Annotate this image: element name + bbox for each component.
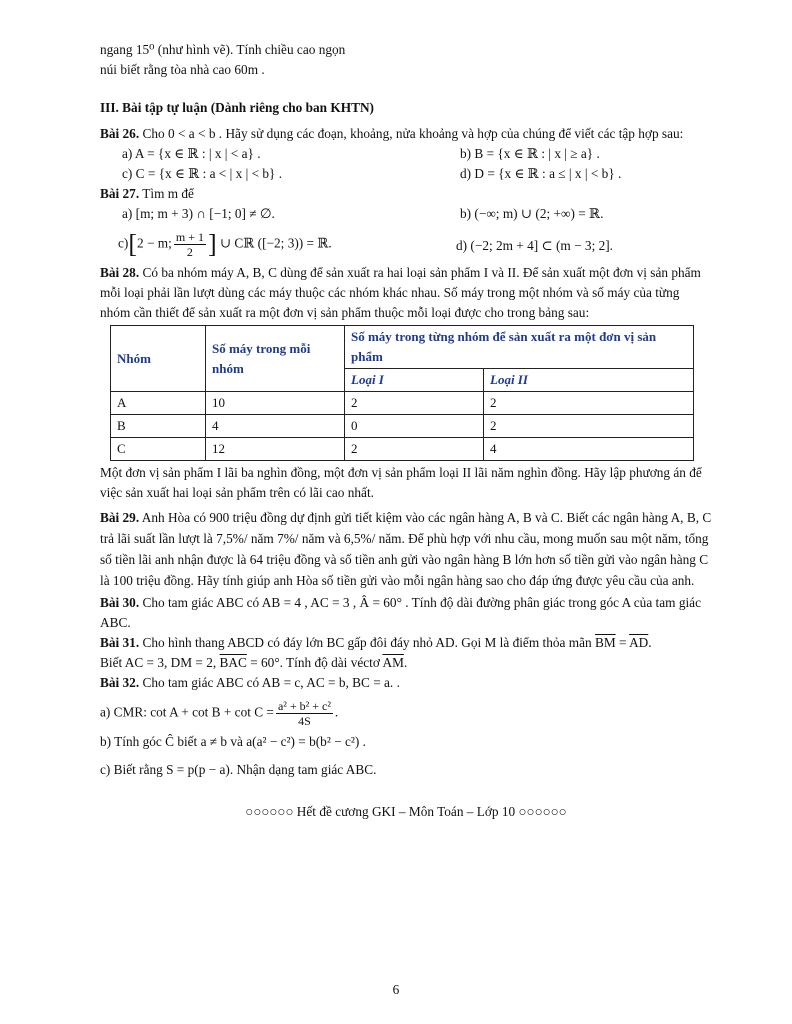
document-footer: ○○○○○○ Hết đề cương GKI – Môn Toán – Lớp 10 ○○○○○○ — [245, 804, 567, 819]
problem-26-c: c) C = {x ∈ ℝ : a < | x | < b} . — [122, 166, 283, 181]
problem-28-after: Một đơn vị sản phẩm I lãi ba nghìn đồng, một đơn vị sản phẩm loại II lãi năm nghìn đồng. Hãy lập phương án để việc sản xuất hai loại sản phẩm trên có lãi cao nhất. — [100, 465, 702, 500]
table-header-type-2: Loại II — [484, 369, 694, 392]
angle-bac: $\overline{BAC}$ — [219, 655, 247, 670]
problem-27-row-1 — [100, 204, 712, 224]
problem-31-label: Bài 31. — [100, 635, 140, 650]
section-title: III. Bài tập tự luận (Dành riêng cho ban KHTN) — [100, 100, 374, 115]
problem-28-label: Bài 28. — [100, 265, 140, 280]
problem-29-label: Bài 29. — [100, 510, 140, 525]
table-cell: 12 — [206, 438, 345, 461]
page-number: 6 — [392, 982, 400, 997]
problem-26-row-1 — [100, 144, 712, 164]
problem-30 — [100, 593, 712, 633]
problem-31-text-1: Cho hình thang ABCD có đáy lớn BC gấp đôi đáy nhỏ AD. Gọi M là điểm thỏa mãn — [139, 635, 595, 650]
table-cell: 10 — [206, 392, 345, 415]
problem-27-text: Tìm m để — [139, 186, 194, 201]
problem-27-row-2 — [100, 230, 712, 259]
table-cell: 2 — [484, 392, 694, 415]
problem-27-c-denominator: 2 — [186, 245, 193, 259]
table-header-row-1 — [111, 326, 694, 369]
problem-32-text: Cho tam giác ABC có AB = c, AC = b, BC = a. . — [139, 675, 400, 690]
problem-30-text: Cho tam giác ABC có AB = 4 , AC = 3 , Â = 60° . Tính độ dài đường phân giác trong góc A của tam giác ABC. — [100, 595, 701, 630]
intro-line-2: núi biết rằng tòa nhà cao 60m . — [100, 62, 265, 77]
problem-27-c-prefix: c) — [118, 235, 129, 251]
problem-32-c: c) Biết rằng S = p(p − a). Nhận dạng tam giác ABC. — [100, 762, 377, 777]
problem-26-b: b) B = {x ∈ ℝ : | x | ≥ a} . — [460, 146, 600, 161]
table-cell: C — [111, 438, 206, 461]
intro-line-1: ngang 15⁰ (như hình vẽ). Tính chiều cao ngọn — [100, 42, 346, 57]
problem-26-text: Cho 0 < a < b . Hãy sử dụng các đoạn, khoảng, nửa khoảng và hợp của chúng để viết các tập hợp sau: — [139, 126, 684, 141]
problem-26-row-2 — [100, 164, 712, 184]
problem-27-c-fraction — [174, 230, 206, 259]
table-header-need: Số máy trong từng nhóm để sản xuất ra một đơn vị sản phẩm — [345, 326, 694, 369]
problem-31-text-5: . — [403, 655, 408, 670]
problem-32-a — [100, 699, 712, 728]
problem-32-a-prefix: a) CMR: cot A + cot B + cot C = — [100, 704, 274, 720]
problem-27-label: Bài 27. — [100, 186, 140, 201]
problem-31 — [100, 633, 712, 653]
table-cell: 4 — [484, 438, 694, 461]
table-cell: 2 — [345, 438, 484, 461]
problem-27-c: c)[2 − m; $\frac{m + 1}{2}$ ] ∪ Cℝ ([−2; 3)) = ℝ. — [118, 229, 332, 259]
problem-28 — [100, 263, 712, 323]
table-row — [111, 438, 694, 461]
problem-27-c-numerator: m + 1 — [175, 230, 204, 244]
problem-26-a: a) A = {x ∈ ℝ : | x | < a} . — [122, 146, 261, 161]
table-cell: A — [111, 392, 206, 415]
problem-27-a: a) [m; m + 3) ∩ [−1; 0] ≠ ∅. — [122, 206, 275, 221]
problem-29 — [100, 507, 712, 591]
problem-32-b: b) Tính góc Ĉ biết a ≠ b và a(a² − c²) = b(b² − c²) . — [100, 734, 366, 749]
vector-am: $\overline{AM}$ — [382, 655, 404, 670]
problem-26-d: d) D = {x ∈ ℝ : a ≤ | x | < b} . — [460, 166, 622, 181]
vector-ad: $\overline{AD}$ — [629, 635, 649, 650]
problem-31-text-2: . — [648, 635, 652, 650]
table-cell: 2 — [345, 392, 484, 415]
table-cell: 4 — [206, 415, 345, 438]
table-header-type-1: Loại I — [345, 369, 484, 392]
table-cell: 2 — [484, 415, 694, 438]
table-header-group: Nhóm — [111, 326, 206, 392]
problem-26-label: Bài 26. — [100, 126, 140, 141]
problem-31-text-4: = 60°. Tính độ dài véctơ — [246, 655, 383, 670]
problem-27-d: d) (−2; 2m + 4] ⊂ (m − 3; 2]. — [456, 238, 613, 253]
problem-32-a-denominator: 4S — [298, 714, 311, 728]
machine-table — [110, 325, 694, 461]
problem-30-label: Bài 30. — [100, 595, 140, 610]
problem-29-text: Anh Hòa có 900 triệu đồng dự định gửi tiết kiệm vào các ngân hàng A, B và C. Biết các ngân hàng A, B, C trả lãi suất lần lượt là 7,5%/ năm 7%/ năm và 6,5%/ năm. Để phù hợp với nhu cầu, mong muốn sau một năm, tổng số tiền lãi anh nhận được là 64 triệu đồng và số tiền anh gửi vào ngân hàng B lớn hơn số tiền gửi vào ngân hàng C là 100 triệu đồng. Hãy tính giúp anh Hòa số tiền gửi vào mỗi ngân hàng sao cho đáp ứng được yêu cầu của anh. — [100, 510, 712, 588]
problem-32 — [100, 673, 712, 693]
problem-31-text-3: Biết AC = 3, DM = 2, — [100, 655, 220, 670]
problem-31-eq: = — [615, 635, 630, 650]
problem-32-label: Bài 32. — [100, 675, 140, 690]
problem-26 — [100, 124, 712, 144]
table-header-count: Số máy trong mỗi nhóm — [206, 326, 345, 392]
problem-27 — [100, 184, 712, 204]
problem-27-b: b) (−∞; m) ∪ (2; +∞) = ℝ. — [460, 206, 604, 221]
table-cell: B — [111, 415, 206, 438]
problem-31-line-2 — [100, 653, 712, 673]
problem-32-a-fraction — [276, 699, 333, 728]
problem-32-a-numerator: a² + b² + c² — [277, 699, 331, 713]
table-cell: 0 — [345, 415, 484, 438]
problem-28-text: Có ba nhóm máy A, B, C dùng để sản xuất ra hai loại sản phẩm I và II. Để sản xuất một đơn vị sản phẩm mỗi loại phải lần lượt dùng các máy thuộc các nhóm khác nhau. Số máy trong một nhóm và số máy của từng nhóm cần thiết để sản xuất ra một đơn vị sản phẩm thuộc mỗi loại được cho trong bảng sau: — [100, 265, 701, 320]
problem-32-a-post: . — [334, 704, 339, 720]
problem-27-c-post: ∪ Cℝ ([−2; 3)) = ℝ. — [219, 235, 332, 251]
problem-27-c-mid: 2 − m; — [137, 235, 172, 251]
table-row — [111, 415, 694, 438]
vector-bm: $\overline{BM}$ — [594, 635, 616, 650]
table-row — [111, 392, 694, 415]
